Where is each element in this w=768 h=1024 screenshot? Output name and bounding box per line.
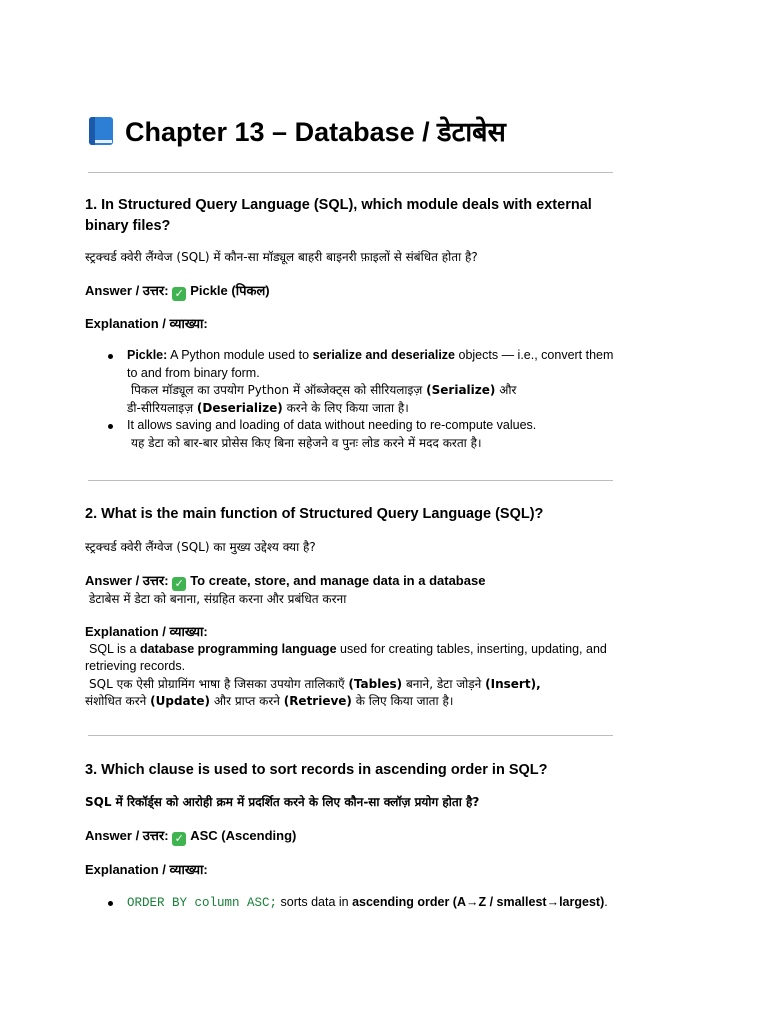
chapter-header (85, 112, 506, 149)
explanation-label: Explanation / व्याख्या: (85, 315, 208, 331)
question-text: 1. In Structured Query Language (SQL), which module deals with external binary files? (85, 197, 592, 234)
answer-hindi: डेटाबेस में डेटा को बनाना, संग्रहित करना और प्रबंधित करना (89, 591, 347, 606)
divider (88, 480, 613, 481)
explanation-label: Explanation / व्याख्या: (85, 624, 208, 639)
explanation-hindi: SQL एक ऐसी प्रोग्रामिंग भाषा है जिसका उपयोग तालिकाएँ (Tables) बनाने, डेटा जोड़ने (Insert), संशोधित करने (Update) और प्राप्त करने (Retrieve) के लिए किया जाता है। (85, 676, 541, 708)
question-3 (85, 760, 615, 913)
explanation-label: Explanation / व्याख्या: (85, 861, 208, 877)
code-snippet: ORDER BY column ASC; (127, 896, 278, 910)
explanation-list (85, 347, 615, 452)
list-item: ORDER BY column ASC; sorts data in ascending order (A→Z / smallest→largest). (127, 894, 615, 913)
answer-line: Answer / उत्तर: ✓ ASC (Ascending) (85, 827, 297, 845)
explanation-list (85, 894, 615, 913)
blue-book-icon (85, 116, 115, 146)
answer-line: Answer / उत्तर: ✓ To create, store, and manage data in a database (85, 572, 486, 590)
page-title: Chapter 13 – Database / डेटाबेस (125, 117, 506, 147)
check-mark-icon: ✓ (172, 577, 186, 591)
list-item: It allows saving and loading of data without needing to re-compute values. यह डेटा को बार-बार प्रोसेस किए बिना सहेजने व पुनः लोड करने में मदद करता है। (127, 417, 615, 452)
question-text: 3. Which clause is used to sort records in ascending order in SQL? (85, 762, 548, 778)
check-mark-icon: ✓ (172, 287, 186, 301)
answer-line: Answer / उत्तर: ✓ Pickle (पिकल) (85, 282, 270, 300)
divider (88, 172, 613, 173)
list-item: Pickle: A Python module used to serialize and deserialize objects — i.e., convert them to and from binary form. पिकल मॉड्यूल का उपयोग Python में ऑब्जेक्ट्स को सीरियलाइज़ (Serialize) और डी-सीरियलाइज़ (Deserialize) करने के लिए किया जाता है। (127, 347, 615, 417)
divider (88, 735, 613, 736)
explanation-text: SQL is a database programming language used for creating tables, inserting, updating, and retrieving records. (85, 641, 607, 673)
question-2 (85, 504, 615, 711)
question-1 (85, 195, 615, 452)
question-hindi: स्ट्रक्चर्ड क्वेरी लैंग्वेज (SQL) में कौन-सा मॉड्यूल बाहरी बाइनरी फ़ाइलों से संबंधित होता है? (85, 250, 478, 264)
question-hindi: SQL में रिकॉर्ड्स को आरोही क्रम में प्रदर्शित करने के लिए कौन-सा क्लॉज़ प्रयोग होता है? (85, 795, 480, 809)
question-hindi: स्ट्रक्चर्ड क्वेरी लैंग्वेज (SQL) का मुख्य उद्देश्य क्या है? (85, 540, 316, 554)
question-text: 2. What is the main function of Structured Query Language (SQL)? (85, 506, 544, 522)
check-mark-icon: ✓ (172, 832, 186, 846)
